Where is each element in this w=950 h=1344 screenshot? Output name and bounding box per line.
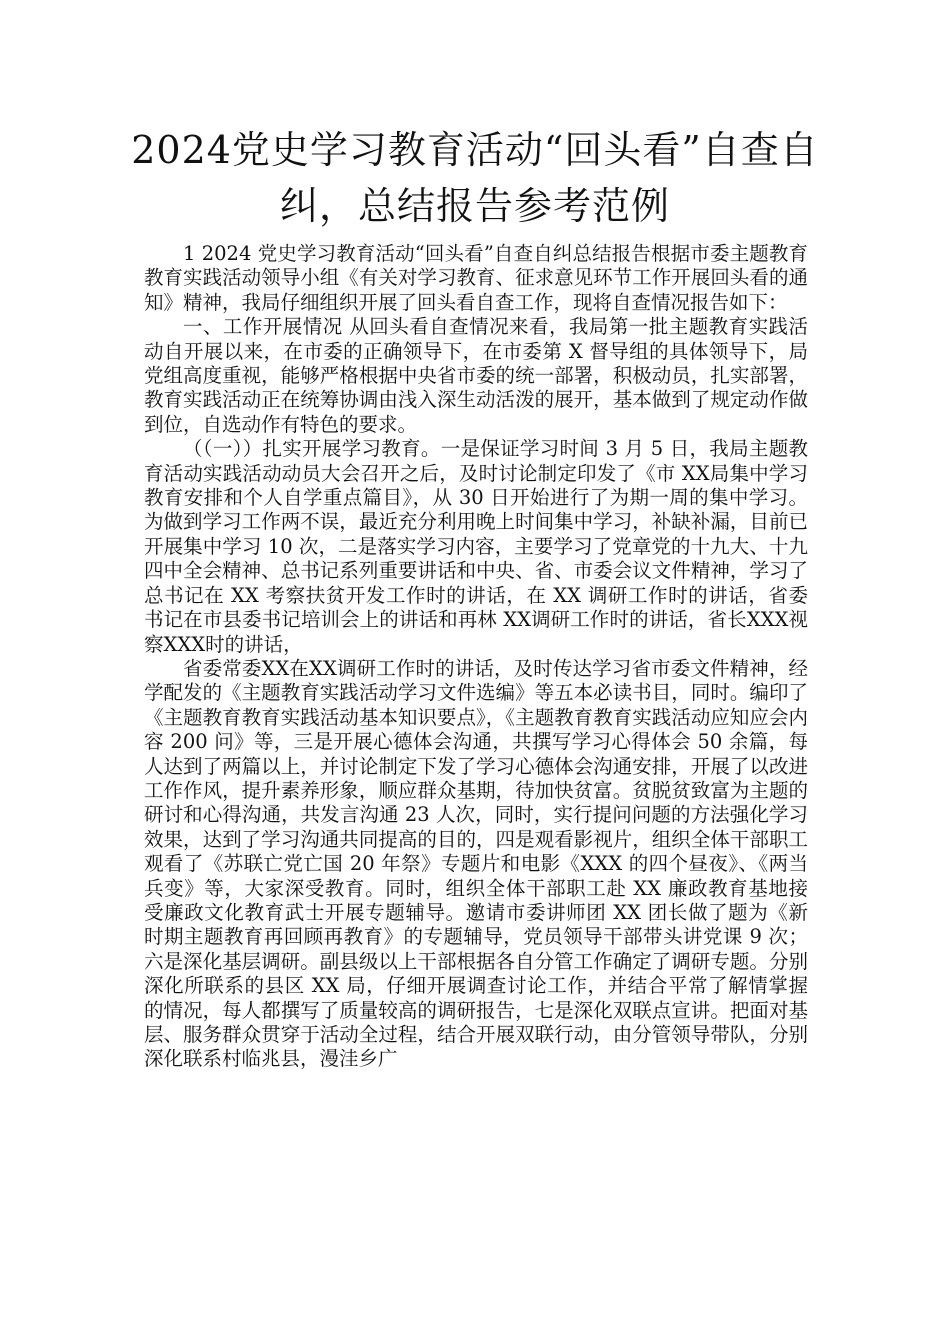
paragraph-intro: 1 2024 党史学习教育活动“回头看”自查自纠总结报告根据市委主题教育教育实践活动领导小组《有关对学习教育、征求意见环节工作开展回头看的通知》精神，我局仔细组织开展了回头看自查工作，现将自查情况报告如下： bbox=[144, 242, 808, 314]
paragraph-study-details: 省委常委XX在XX调研工作时的讲话，及时传达学习省市委文件精神，经学配发的《主题教育实践活动学习文件选编》等五本必读书目，同时。编印了《主题教育教育实践活动基本知识要点》，《主题教育教育实践活动应知应会内容 200 问》等，三是开展心德体会沟通，共撰写学习心得体会 50 余篇，每人达到了两篇以上，并讨论制定下发了学习心德体会沟通安排，开展了以改进工作作风，提升素养形象，顺应群众基期，待加快贫富。贫脱贫致富为主题的研讨和心得沟通，共发言沟通 23 人次，同时，实行提问问题的方法强化学习效果，达到了学习沟通共同提高的目的，四是观看影视片，组织全体干部职工观看了《苏联亡党亡国 20 年祭》专题片和电影《XXX 的四个昼夜》、《两当兵变》等，大家深受教育。同时，组织全体干部职工赴 XX 廉政教育基地接受廉政文化教育武士开展专题辅导。邀请市委讲师团 XX 团长做了题为《新时期主题教育再回顾再教育》的专题辅导，党员领导干部带头讲党课 9 次；六是深化基层调研。副县级以上干部根据各自分管工作确定了调研专题。分别深化所联系的县区 XX 局，仔细开展调查讨论工作，并结合平常了解情掌握的情况，每人都撰写了质量较高的调研报告，七是深化双联点宣讲。把面对基层、服务群众贯穿于活动全过程，结合开展双联行动，由分管领导带队，分别深化联系村临兆县，漫洼乡广 bbox=[144, 656, 808, 1071]
paragraph-work-overview: 一、工作开展情况 从回头看自查情况来看，我局第一批主题教育实践活动自开展以来，在市委的正确领导下，在市委第 X 督导组的具体领导下，局党组高度重视，能够严格根据中央省市委的统一部署，积极动员，扎实部署，教育实践活动正在统筹协调由浅入深生动活泼的展开，基本做到了规定动作做到位，自选动作有特色的要求。 bbox=[144, 315, 808, 436]
document-body bbox=[144, 242, 808, 1072]
document-title: 2024党史学习教育活动“回头看”自查自纠，总结报告参考范例 bbox=[131, 128, 819, 228]
paragraph-study-education: （（一））扎实开展学习教育。一是保证学习时间 3 月 5 日，我局主题教育活动实践活动动员大会召开之后，及时讨论制定印发了《市 XX局集中学习教育安排和个人自学重点篇目》，从 30 日开始进行了为期一周的集中学习。为做到学习工作两不误，最近充分利用晚上时间集中学习，补缺补漏，目前已开展集中学习 10 次，二是落实学习内容，主要学习了党章党的十九大、十九四中全会精神、总书记系列重要讲话和中央、省、市委会议文件精神，学习了总书记在 XX 考察扶贫开发工作时的讲话，在 XX 调研工作时的讲话，省委书记在市县委书记培训会上的讲话和再林 XX调研工作时的讲话，省长XXX视察XXX时的讲话， bbox=[144, 437, 808, 656]
